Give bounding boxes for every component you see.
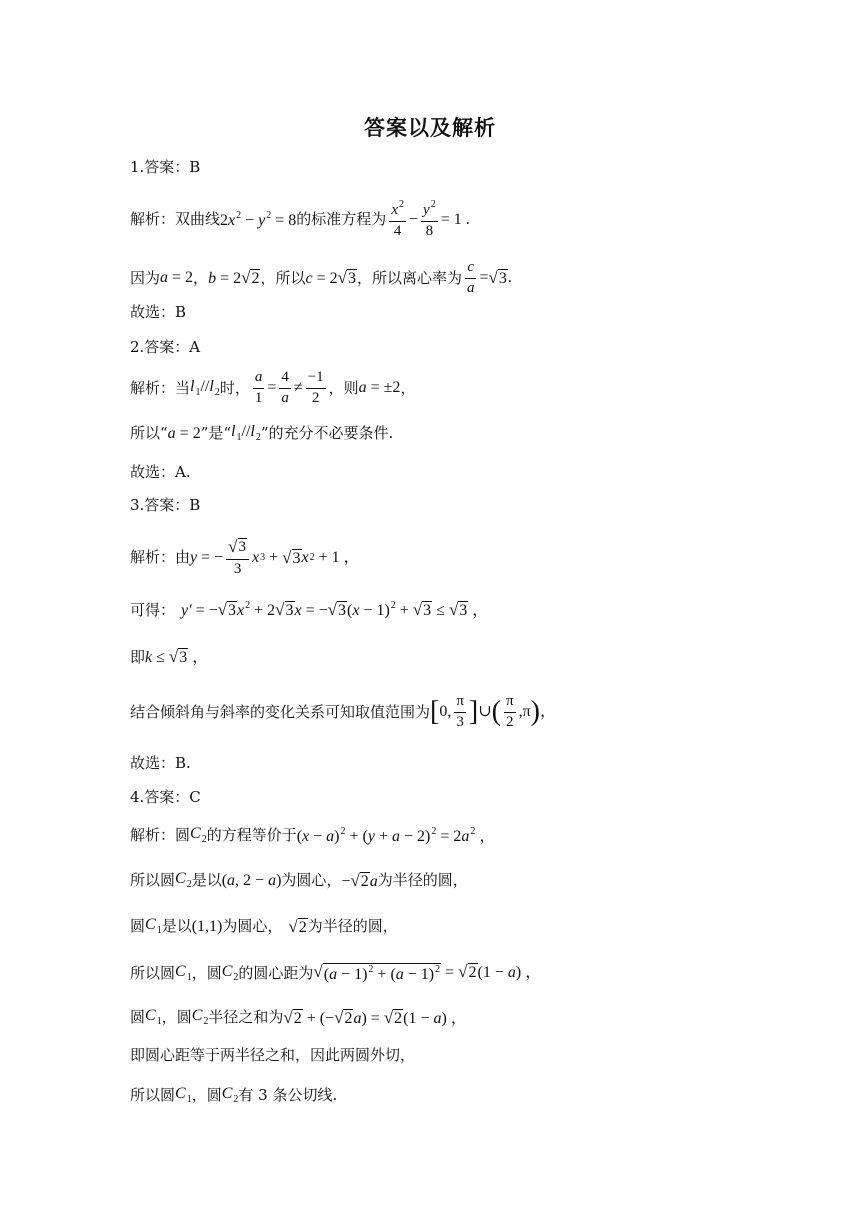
text: ，圆 <box>191 963 222 982</box>
q2-answer: 2.答案：A <box>130 338 201 356</box>
formula-a-eq-2: a = 2 <box>167 424 201 442</box>
formula-hyperbola: $2x^2 - y^2 = 8$ <box>220 209 297 229</box>
formula-a: a = 2 <box>160 269 194 287</box>
formula-c1: $C_1$ <box>145 1007 162 1027</box>
q3-answer: 3.答案：B <box>130 496 201 514</box>
formula-c2: $C_2$ <box>190 825 207 845</box>
q4-analysis-line7 <box>130 1086 337 1105</box>
formula-derivative: y′ = − √ 3 $x^2 + 2$ √ 3 x = − √ 3 $(x - 1)^2$ + √ 3 ≤ √ 3 ， <box>181 600 489 619</box>
text: 所以圆 <box>130 871 176 889</box>
text: ，则 <box>328 378 359 397</box>
text: 所以圆 <box>130 963 176 982</box>
formula-c1: $C_1$ <box>175 962 192 983</box>
q1-analysis-line1 <box>130 200 470 240</box>
text: 即 <box>130 647 146 666</box>
text: 解析：当 <box>130 378 191 397</box>
text: ， <box>193 268 209 287</box>
formula-standard-form: $\frac{x^2}{4}$ − $\frac{y^2}{8}$ = 1 . <box>391 199 470 239</box>
q2-choice: 故选：A. <box>130 463 191 481</box>
formula-c2: $C_2$ <box>175 870 192 890</box>
q3-analysis-line1 <box>130 538 360 578</box>
formula-distance: √ $(a - 1)^2 + (a - 1)^2$ = √ 2 (1 − a) ， <box>313 962 542 983</box>
formula-c2: $C_2$ <box>221 1085 239 1105</box>
text: ”的充分不必要条件. <box>260 424 394 442</box>
formula-parallel: $l_1//l_2$ <box>190 377 220 398</box>
q4-analysis-line6: 即圆心距等于两半径之和，因此两圆外切， <box>130 1046 416 1064</box>
text: 因为 <box>130 268 161 287</box>
text: 圆 <box>130 1008 146 1026</box>
formula-parallel-2: $l_1//l_2$ <box>231 423 261 443</box>
q3-analysis-line4 <box>130 694 556 731</box>
q3-choice: 故选：B. <box>130 754 191 772</box>
q4-answer: 4.答案：C <box>130 788 201 806</box>
text: ”是“ <box>200 424 232 442</box>
text: 的圆心距为 <box>238 963 314 982</box>
text: 所以“ <box>130 424 168 442</box>
q4-analysis-line1 <box>130 826 495 845</box>
formula-c2: $C_2$ <box>191 1007 209 1027</box>
text: 为半径的圆， <box>377 871 468 889</box>
formula-radius-c1: √ 2 <box>288 916 307 936</box>
page-title: 答案以及解析 <box>364 116 496 140</box>
q3-analysis-line3 <box>130 648 208 666</box>
q1-choice: 故选：B <box>130 303 187 321</box>
formula-k: k ≤ √ 3 ， <box>145 647 209 666</box>
text: 解析：双曲线 <box>130 210 221 229</box>
formula-eccentricity: $\frac{c}{a}$ = √ 3 . <box>466 259 512 296</box>
text: 为半径的圆， <box>307 917 398 935</box>
text: 半径之和为 <box>208 1008 284 1026</box>
text: 解析：由 <box>130 548 191 567</box>
text: 为圆心， <box>281 871 342 889</box>
text: 为圆心， <box>222 917 283 935</box>
formula-function: y = − √ 3 3 x 3 + √ 3 x 2 + 1 ， <box>190 537 360 577</box>
q1-analysis-line2 <box>130 260 512 297</box>
formula-c1: $C_1$ <box>145 916 162 936</box>
text: ，圆 <box>191 1086 222 1104</box>
q3-analysis-line2 <box>130 601 488 619</box>
text: 圆 <box>130 917 146 935</box>
formula-c2: $C_2$ <box>221 962 239 983</box>
q4-analysis-line4 <box>130 963 541 983</box>
text: 有 3 条公切线. <box>238 1086 338 1104</box>
text: 所以圆 <box>130 1086 176 1104</box>
text: 可得： <box>130 600 176 619</box>
q2-analysis-line1 <box>130 370 415 407</box>
formula-ratio: $\frac{a}{1}$ = $\frac{4}{a}$ ≠ $\frac{-1}{2}$ <box>254 369 324 406</box>
text: 解析：圆 <box>130 826 191 844</box>
text: ，圆 <box>161 1008 192 1026</box>
formula-center-c2: (a, 2 − a) <box>221 871 282 889</box>
formula-radius-sum: √ 2 + (− √ 2 a) = √ 2 (1 − a) ， <box>283 1007 467 1027</box>
q2-analysis-line2 <box>130 424 393 443</box>
q4-analysis-line2 <box>130 871 468 890</box>
text: 是以 <box>191 871 222 889</box>
formula-circle-equation: $(x - a)^2 + (y + a - 2)^2 = 2a^2$ ， <box>296 825 496 845</box>
text: 的方程等价于 <box>206 826 297 844</box>
q4-analysis-line5 <box>130 1008 467 1027</box>
formula-center-c1: (1,1) <box>191 917 223 935</box>
text: 时， <box>219 378 250 397</box>
text: 结合倾斜角与斜率的变化关系可知取值范围为 <box>130 702 431 721</box>
formula-range: [ 0, $\frac{\pi}{3}$ ] ∪ ( $\frac{\pi}{2}$ ,π ) ， <box>430 693 556 730</box>
formula-a-value: a = ±2 <box>358 379 401 397</box>
text: ， <box>400 378 416 397</box>
text: ，所以 <box>260 268 306 287</box>
formula-radius-c2: − √ 2 a <box>341 870 378 890</box>
text: 的标准方程为 <box>296 210 387 229</box>
text: ，所以离心率为 <box>356 268 462 287</box>
formula-c: c = 2 √ 3 <box>305 268 356 288</box>
q4-analysis-line3 <box>130 917 398 936</box>
formula-c1: $C_1$ <box>175 1085 192 1105</box>
formula-b: b = 2 √ 2 <box>208 268 260 288</box>
text: 是以 <box>161 917 192 935</box>
q1-answer: 1.答案：B <box>130 158 201 176</box>
